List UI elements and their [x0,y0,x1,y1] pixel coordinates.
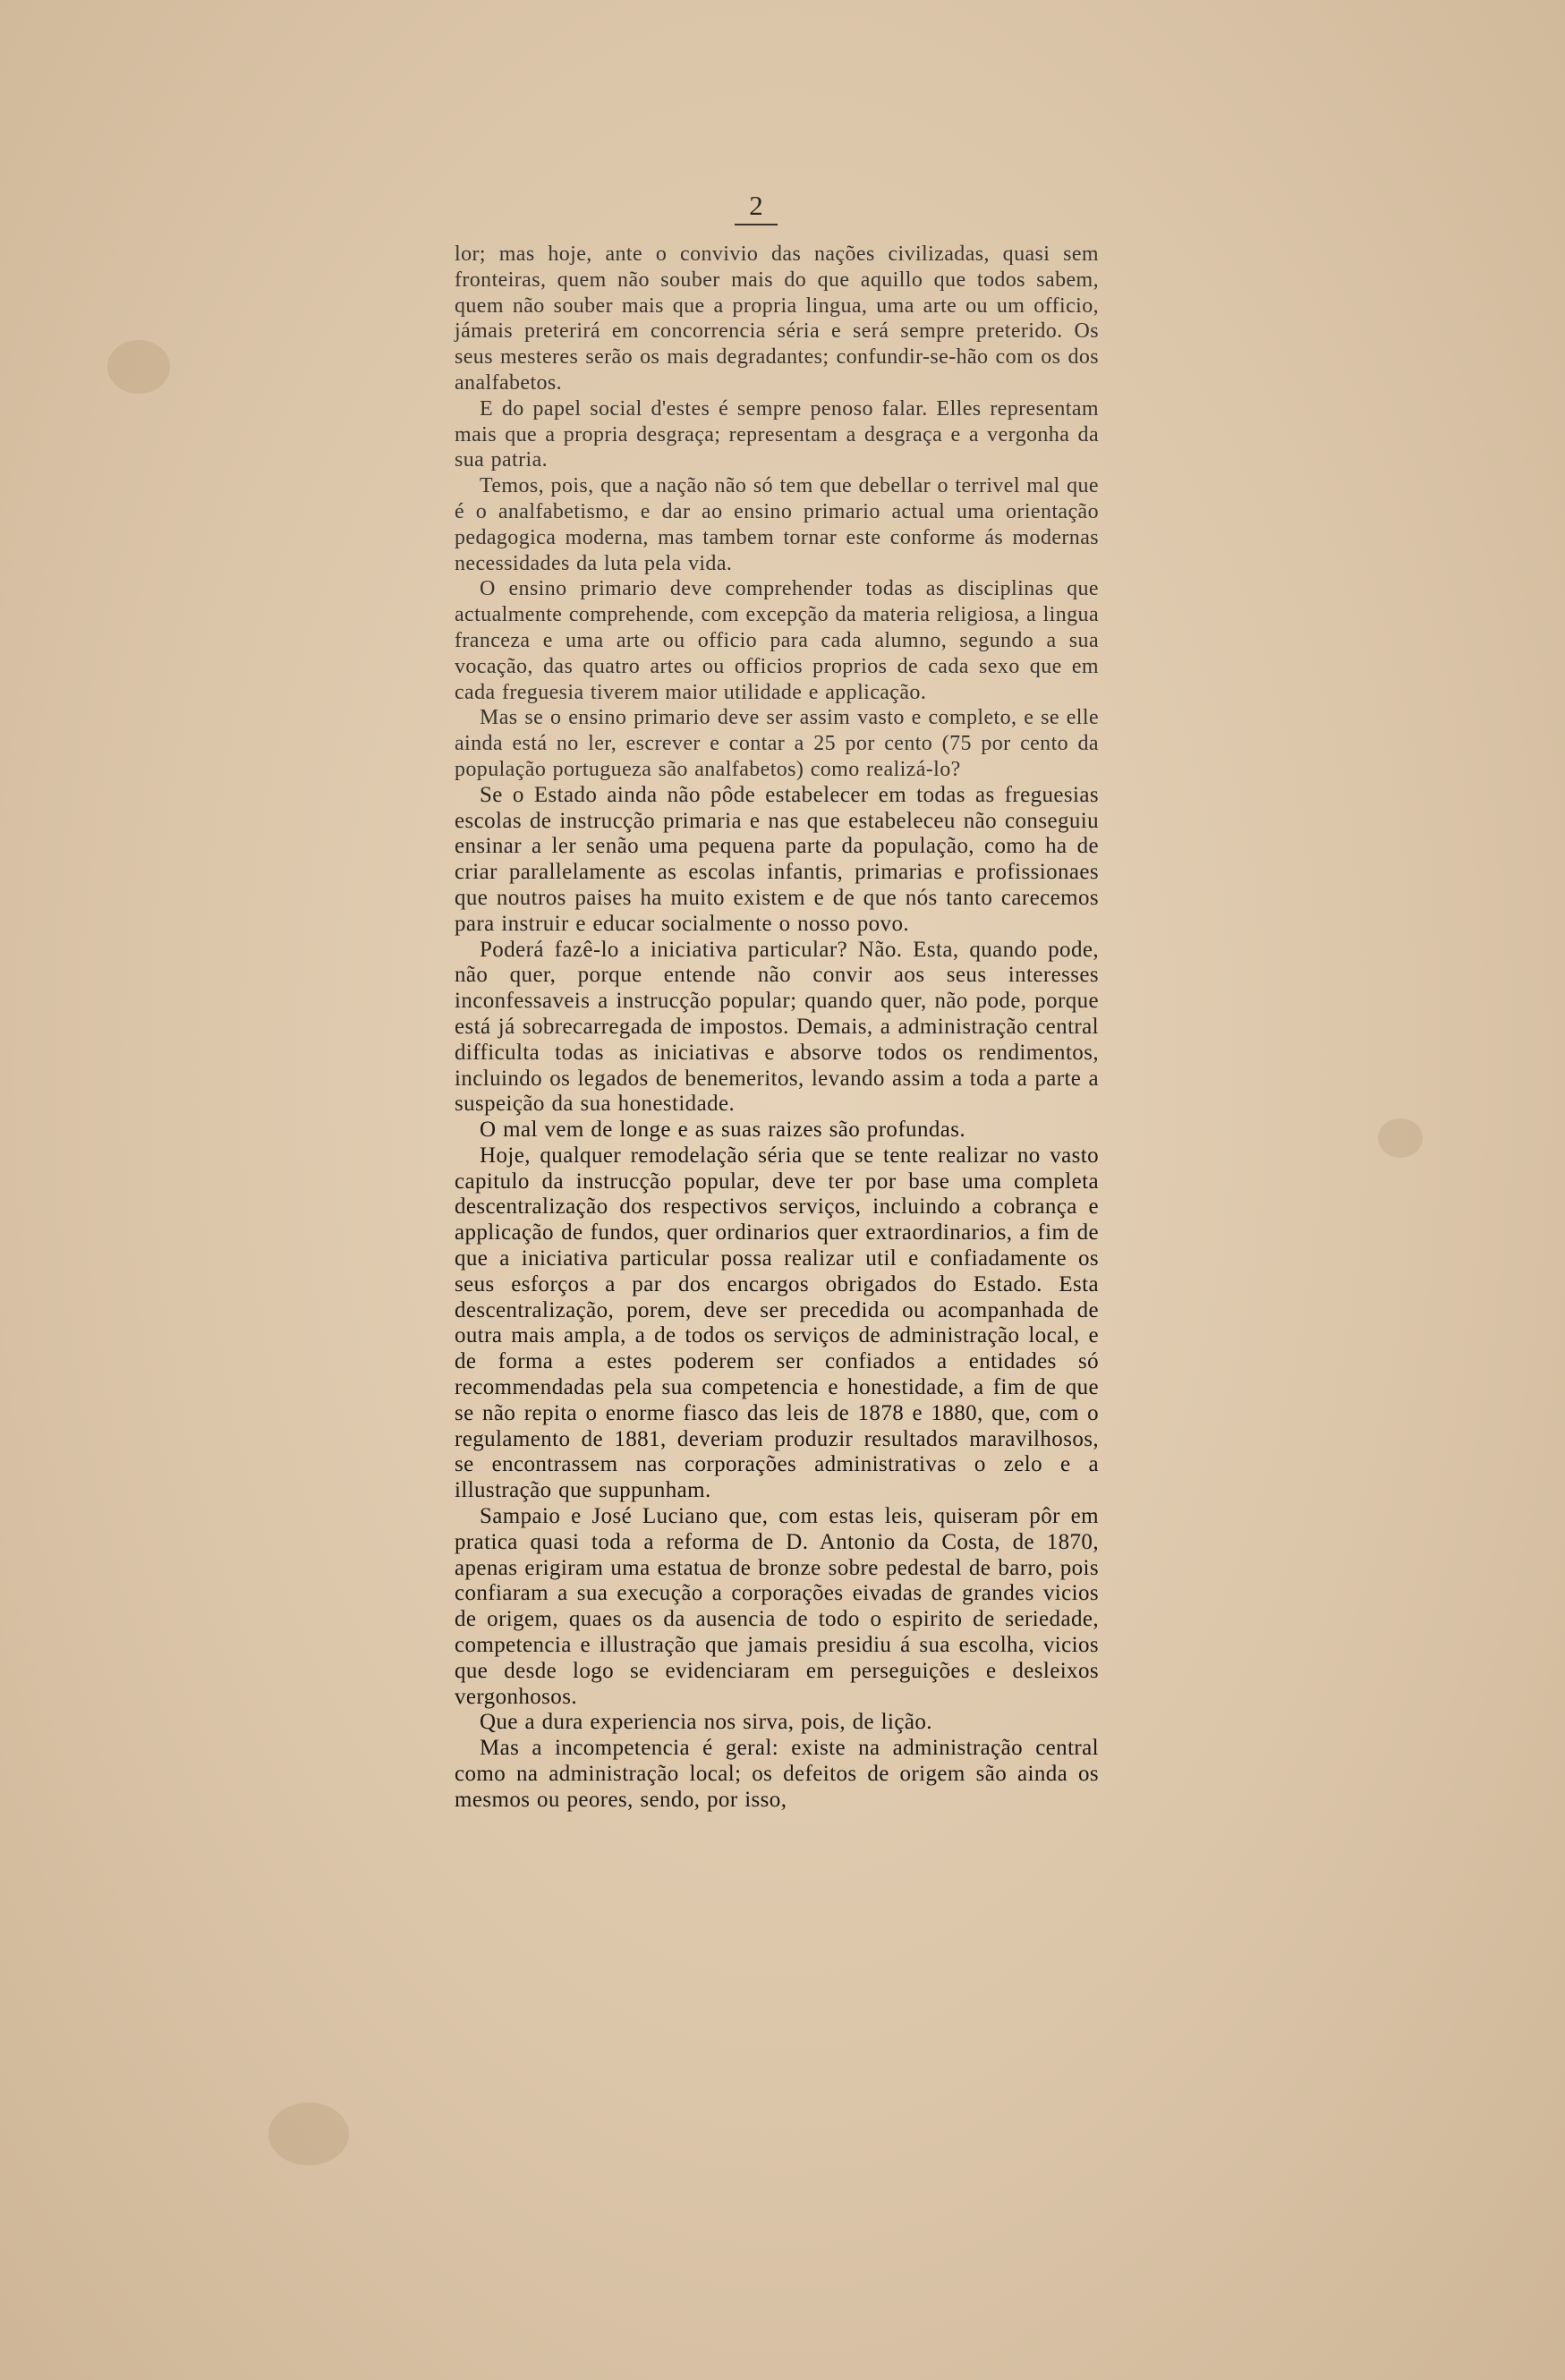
page-header [716,190,796,225]
paper-stain [268,2103,349,2165]
page-number-rule [735,224,778,225]
paper-stain [107,340,170,394]
paragraph: lor; mas hoje, ante o convivio das nações civilizadas, quasi sem fronteiras, quem não souber mais do que aquillo que todos sabem, quem não souber mais que a propria lingua, uma arte ou um officio, jámais preterirá em concorrencia séria e será sempre preterido. Os seus mesteres serão os mais degradantes; confundir-se-hão com os dos analfabetos. [455,242,1099,395]
paragraph: O mal vem de longe e as suas raizes são profundas. [480,1118,966,1143]
paragraph: Poderá fazê-lo a iniciativa particular? Não. Esta, quando pode, não quer, porque entende não convir aos seus interesses inconfessaveis a instrucção popular; quando quer, não pode, porque está já sobrecarregada de impostos. Demais, a administração central difficulta todas as iniciativas e absorve todos os rendimentos, incluindo os legados de benemeritos, levando assim a toda a parte a suspeição da sua honestidade. [455,937,1099,1117]
paragraph: Mas se o ensino primario deve ser assim vasto e completo, e se elle ainda está no ler, escrever e contar a 25 por cento (75 por cento da população portugueza são analfabetos) como realizá-lo? [455,706,1099,781]
paragraph: Sampaio e José Luciano que, com estas leis, quiseram pôr em pratica quasi toda a reforma de D. Antonio da Costa, de 1870, apenas erigiram uma estatua de bronze sobre pedestal de barro, pois confiaram a sua execução a corporações eivadas de grandes vicios de origem, quaes os da ausencia de todo o espirito de seriedade, competencia e illustração que jamais presidiu á sua escolha, vicios que desde logo se evidenciaram em perseguições e desleixos vergonhosos. [455,1504,1099,1709]
page-number: 2 [749,190,763,221]
body-text [455,242,1099,1814]
paragraph: Temos, pois, que a nação não só tem que debellar o terrivel mal que é o analfabetismo, e dar ao ensino primario actual uma orientação pedagogica moderna, mas tambem tornar este conforme ás modernas necessidades da luta pela vida. [455,474,1099,575]
paragraph: E do papel social d'estes é sempre penoso falar. Elles representam mais que a propria desgraça; representam a desgraça e a vergonha da sua patria. [455,396,1099,472]
paragraph: Mas a incompetencia é geral: existe na administração central como na administração local; os defeitos de origem são ainda os mesmos ou peores, sendo, por isso, [455,1736,1099,1812]
paper-stain [1378,1118,1423,1158]
paragraph: Hoje, qualquer remodelação séria que se tente realizar no vasto capitulo da instrucção popular, deve ter por base uma completa descentralização dos respectivos serviços, incluindo a cobrança e applicação de fundos, quer ordinarios quer extraordinarios, a fim de que a iniciativa particular possa realizar util e confiadamente os seus esforços a par dos encargos obrigados do Estado. Esta descentralização, porem, deve ser precedida ou acompanhada de outra mais ampla, a de todos os serviços de administração local, e de forma a estes poderem ser confiados a entidades só recommendadas pela sua competencia e honestidade, a fim de que se não repita o enorme fiasco das leis de 1878 e 1880, que, com o regulamento de 1881, deveriam produzir resultados maravilhosos, se encontrassem nas corporações administrativas o zelo e a illustração que suppunham. [455,1143,1099,1503]
paragraph: Se o Estado ainda não pôde estabelecer em todas as freguesias escolas de instrucção primaria e nas que estabeleceu não conseguiu ensinar a ler senão uma pequena parte da população, como ha de criar parallelamente as escolas infantis, primarias e profissionaes que noutros paises ha muito existem e de que nós tanto carecemos para instruir e educar socialmente o nosso povo. [455,782,1099,936]
paragraph: O ensino primario deve comprehender todas as disciplinas que actualmente comprehende, com excepção da materia religiosa, a lingua franceza e uma arte ou officio para cada alumno, segundo a sua vocação, das quatro artes ou officios proprios de cada sexo que em cada freguesia tiverem maior utilidade e applicação. [455,577,1099,704]
paragraph: Que a dura experiencia nos sirva, pois, de lição. [480,1710,932,1735]
